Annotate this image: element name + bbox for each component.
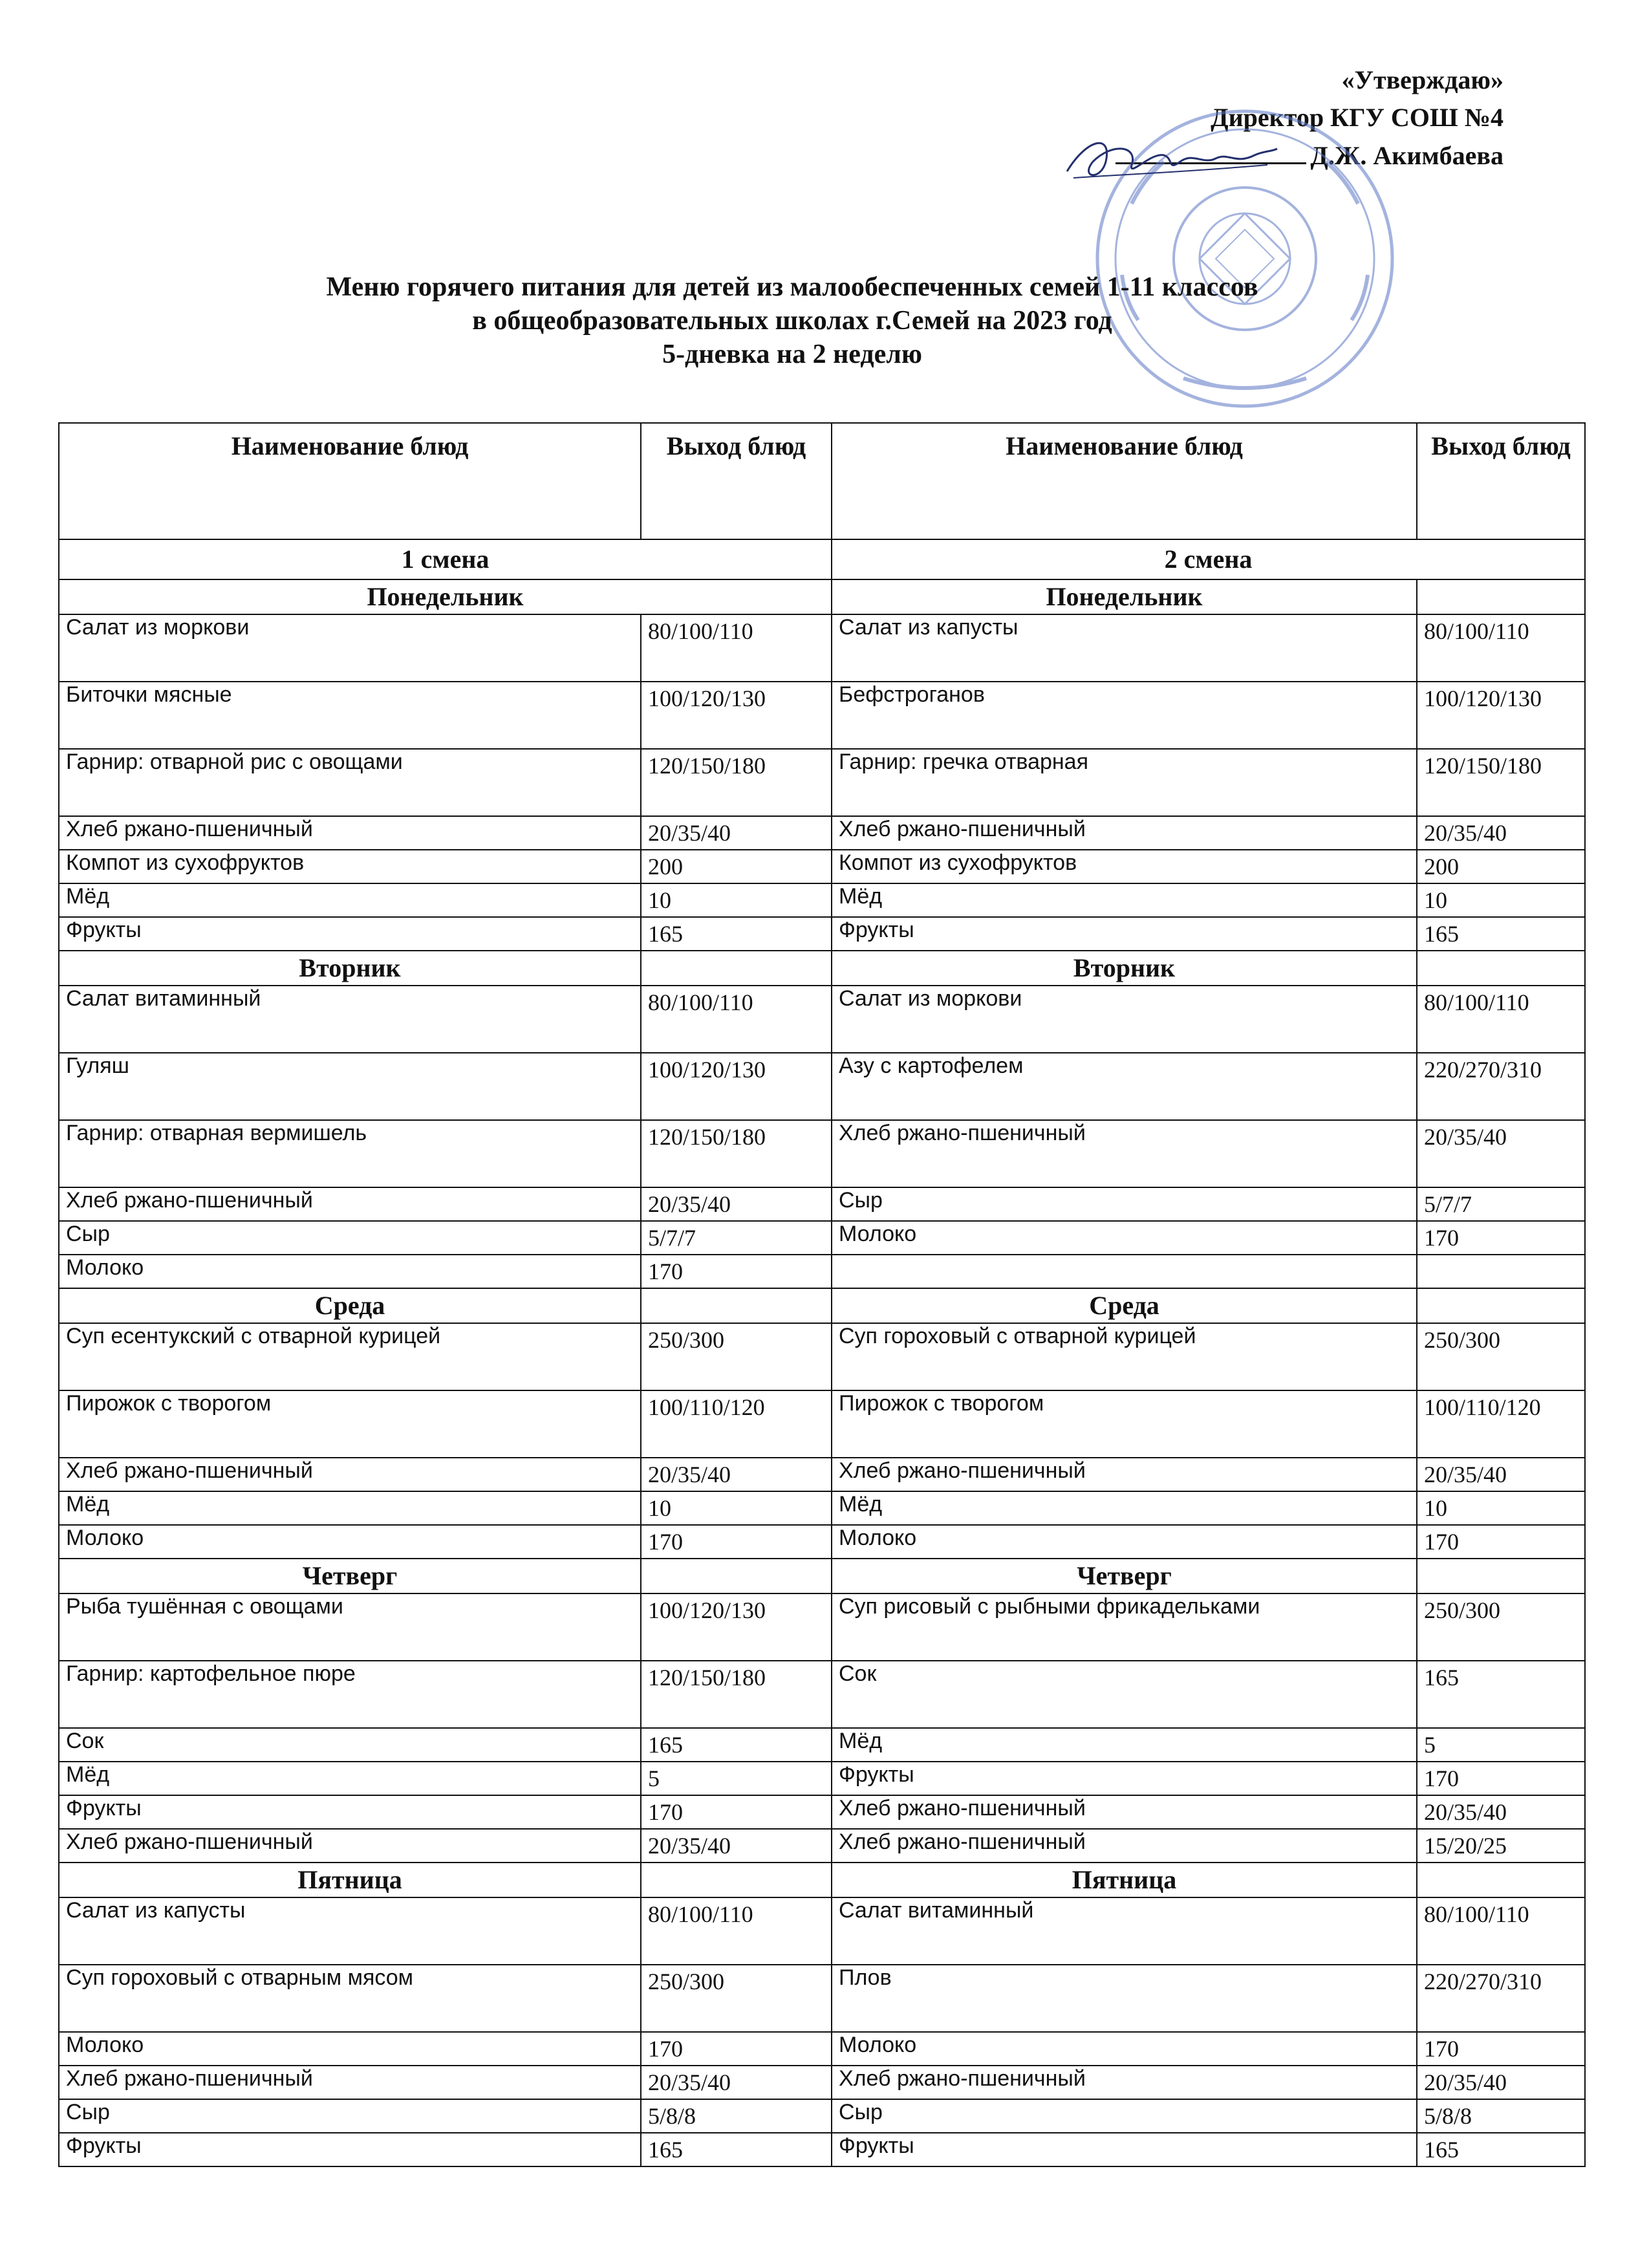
dish-portion-shift-1: 120/150/180 — [641, 749, 832, 816]
dish-portion-shift-2: 165 — [1417, 917, 1585, 951]
dish-name-shift-2: Суп рисовый с рыбными фрикадельками — [832, 1593, 1417, 1661]
dish-name-shift-2: Молоко — [832, 2032, 1417, 2066]
dish-name-shift-2: Хлеб ржано-пшеничный — [832, 1458, 1417, 1491]
dish-portion-shift-2: 5/8/8 — [1417, 2099, 1585, 2133]
dish-portion-shift-1: 5/8/8 — [641, 2099, 832, 2133]
table-row — [59, 1120, 1585, 1187]
dish-name-shift-2: Салат витаминный — [832, 1897, 1417, 1965]
dish-portion-shift-1: 80/100/110 — [641, 1897, 832, 1965]
dish-name-shift-1: Фрукты — [59, 917, 641, 951]
dish-portion-shift-1: 170 — [641, 1525, 832, 1559]
approval-block — [1116, 61, 1503, 175]
shift-1-label: 1 смена — [59, 539, 832, 579]
approval-signer-name: Д.Ж. Акимбаева — [1310, 141, 1503, 170]
empty-cell — [641, 1863, 832, 1897]
day-label-shift-2: Четверг — [832, 1559, 1417, 1593]
table-row — [59, 1390, 1585, 1458]
empty-cell — [1417, 951, 1585, 986]
table-row — [59, 2133, 1585, 2166]
table-row — [59, 614, 1585, 682]
day-label-shift-2: Среда — [832, 1288, 1417, 1323]
dish-name-shift-2: Фрукты — [832, 2133, 1417, 2166]
dish-portion-shift-2: 5/7/7 — [1417, 1187, 1585, 1221]
dish-portion-shift-1: 5 — [641, 1762, 832, 1795]
dish-name-shift-1: Гарнир: картофельное пюре — [59, 1661, 641, 1728]
dish-portion-shift-1: 10 — [641, 883, 832, 917]
day-label-shift-2: Понедельник — [832, 579, 1417, 614]
day-label-shift-1: Среда — [59, 1288, 641, 1323]
dish-name-shift-1: Хлеб ржано-пшеничный — [59, 2066, 641, 2099]
dish-name-shift-2: Фрукты — [832, 1762, 1417, 1795]
dish-name-shift-1: Фрукты — [59, 1795, 641, 1829]
table-row — [59, 850, 1585, 883]
dish-portion-shift-1: 20/35/40 — [641, 2066, 832, 2099]
dish-name-shift-2: Пирожок с творогом — [832, 1390, 1417, 1458]
table-row — [59, 1053, 1585, 1120]
dish-name-shift-1: Салат из капусты — [59, 1897, 641, 1965]
dish-name-shift-1: Гуляш — [59, 1053, 641, 1120]
dish-name-shift-1: Хлеб ржано-пшеничный — [59, 1187, 641, 1221]
table-row — [59, 1728, 1585, 1762]
dish-portion-shift-1: 80/100/110 — [641, 986, 832, 1053]
dish-portion-shift-2 — [1417, 1255, 1585, 1288]
dish-portion-shift-2: 220/270/310 — [1417, 1965, 1585, 2032]
dish-name-shift-2: Бефстроганов — [832, 682, 1417, 749]
dish-portion-shift-1: 20/35/40 — [641, 1458, 832, 1491]
dish-portion-shift-2: 170 — [1417, 1525, 1585, 1559]
dish-portion-shift-1: 20/35/40 — [641, 1829, 832, 1863]
dish-portion-shift-2: 200 — [1417, 850, 1585, 883]
table-row — [59, 986, 1585, 1053]
dish-name-shift-1: Мёд — [59, 883, 641, 917]
table-row — [59, 816, 1585, 850]
dish-name-shift-2: Мёд — [832, 1491, 1417, 1525]
dish-portion-shift-2: 120/150/180 — [1417, 749, 1585, 816]
dish-name-shift-2: Фрукты — [832, 917, 1417, 951]
dish-portion-shift-1: 250/300 — [641, 1323, 832, 1390]
empty-cell — [641, 1288, 832, 1323]
dish-portion-shift-2: 20/35/40 — [1417, 1795, 1585, 1829]
dish-name-shift-1: Сок — [59, 1728, 641, 1762]
empty-cell — [1417, 1863, 1585, 1897]
dish-name-shift-2: Сыр — [832, 1187, 1417, 1221]
dish-portion-shift-2: 220/270/310 — [1417, 1053, 1585, 1120]
day-label-shift-1: Вторник — [59, 951, 641, 986]
empty-cell — [1417, 579, 1585, 614]
dish-portion-shift-2: 10 — [1417, 1491, 1585, 1525]
dish-portion-shift-2: 100/110/120 — [1417, 1390, 1585, 1458]
dish-portion-shift-2: 80/100/110 — [1417, 986, 1585, 1053]
shift-2-label: 2 смена — [832, 539, 1585, 579]
dish-portion-shift-1: 100/120/130 — [641, 1053, 832, 1120]
table-row — [59, 1255, 1585, 1288]
dish-name-shift-2: Хлеб ржано-пшеничный — [832, 816, 1417, 850]
dish-name-shift-1: Пирожок с творогом — [59, 1390, 641, 1458]
signature-line — [1116, 136, 1306, 164]
menu-table — [58, 422, 1586, 2167]
approval-title: «Утверждаю» — [1341, 65, 1503, 94]
empty-cell — [1417, 1288, 1585, 1323]
dish-portion-shift-2: 250/300 — [1417, 1323, 1585, 1390]
dish-name-shift-2: Молоко — [832, 1221, 1417, 1255]
dish-name-shift-1: Салат из моркови — [59, 614, 641, 682]
dish-portion-shift-2: 80/100/110 — [1417, 614, 1585, 682]
title-line-3: 5-дневка на 2 неделю — [662, 340, 922, 369]
dish-name-shift-1: Хлеб ржано-пшеничный — [59, 1829, 641, 1863]
dish-portion-shift-1: 250/300 — [641, 1965, 832, 2032]
dish-portion-shift-2: 170 — [1417, 2032, 1585, 2066]
table-row — [59, 1491, 1585, 1525]
dish-portion-shift-1: 165 — [641, 2133, 832, 2166]
dish-portion-shift-2: 80/100/110 — [1417, 1897, 1585, 1965]
dish-name-shift-2: Мёд — [832, 1728, 1417, 1762]
table-row — [59, 1965, 1585, 2032]
dish-portion-shift-1: 120/150/180 — [641, 1661, 832, 1728]
dish-portion-shift-1: 170 — [641, 2032, 832, 2066]
dish-name-shift-2: Салат из моркови — [832, 986, 1417, 1053]
dish-portion-shift-2: 170 — [1417, 1221, 1585, 1255]
table-row — [59, 1187, 1585, 1221]
dish-name-shift-1: Биточки мясные — [59, 682, 641, 749]
dish-portion-shift-1: 10 — [641, 1491, 832, 1525]
table-row — [59, 2066, 1585, 2099]
dish-name-shift-2: Хлеб ржано-пшеничный — [832, 1120, 1417, 1187]
dish-name-shift-1: Компот из сухофруктов — [59, 850, 641, 883]
dish-name-shift-2: Сыр — [832, 2099, 1417, 2133]
dish-name-shift-2: Салат из капусты — [832, 614, 1417, 682]
empty-cell — [641, 1559, 832, 1593]
table-row — [59, 1897, 1585, 1965]
dish-name-shift-1: Сыр — [59, 2099, 641, 2133]
dish-name-shift-1: Суп гороховый с отварным мясом — [59, 1965, 641, 2032]
dish-portion-shift-1: 170 — [641, 1255, 832, 1288]
table-row — [59, 1221, 1585, 1255]
dish-name-shift-2: Мёд — [832, 883, 1417, 917]
table-row — [59, 1762, 1585, 1795]
dish-name-shift-2: Хлеб ржано-пшеничный — [832, 1829, 1417, 1863]
dish-portion-shift-1: 165 — [641, 1728, 832, 1762]
table-row — [59, 917, 1585, 951]
dish-portion-shift-2: 5 — [1417, 1728, 1585, 1762]
day-header-row — [59, 951, 1585, 986]
day-label-shift-2: Пятница — [832, 1863, 1417, 1897]
day-header-row — [59, 579, 1585, 614]
approval-position: Директор КГУ СОШ №4 — [1211, 103, 1503, 132]
dish-name-shift-2: Компот из сухофруктов — [832, 850, 1417, 883]
dish-name-shift-1: Молоко — [59, 2032, 641, 2066]
shift-row — [59, 539, 1585, 579]
dish-portion-shift-1: 100/110/120 — [641, 1390, 832, 1458]
dish-name-shift-1: Фрукты — [59, 2133, 641, 2166]
table-row — [59, 1829, 1585, 1863]
dish-portion-shift-1: 20/35/40 — [641, 816, 832, 850]
dish-portion-shift-1: 20/35/40 — [641, 1187, 832, 1221]
approval-signer — [1116, 136, 1503, 175]
table-row — [59, 1795, 1585, 1829]
dish-name-shift-2: Азу с картофелем — [832, 1053, 1417, 1120]
dish-name-shift-1: Гарнир: отварная вермишель — [59, 1120, 641, 1187]
table-row — [59, 1525, 1585, 1559]
dish-name-shift-1: Мёд — [59, 1762, 641, 1795]
day-label-shift-2: Вторник — [832, 951, 1417, 986]
dish-portion-shift-2: 20/35/40 — [1417, 1120, 1585, 1187]
header-dish-name-2: Наименование блюд — [832, 423, 1417, 539]
table-row — [59, 1458, 1585, 1491]
dish-name-shift-1: Гарнир: отварной рис с овощами — [59, 749, 641, 816]
table-row — [59, 1593, 1585, 1661]
table-row — [59, 2032, 1585, 2066]
dish-portion-shift-1: 170 — [641, 1795, 832, 1829]
dish-portion-shift-1: 165 — [641, 917, 832, 951]
dish-portion-shift-1: 100/120/130 — [641, 682, 832, 749]
table-row — [59, 883, 1585, 917]
dish-portion-shift-2: 100/120/130 — [1417, 682, 1585, 749]
day-header-row — [59, 1288, 1585, 1323]
table-row — [59, 1323, 1585, 1390]
header-dish-name-1: Наименование блюд — [59, 423, 641, 539]
dish-portion-shift-1: 100/120/130 — [641, 1593, 832, 1661]
dish-portion-shift-1: 80/100/110 — [641, 614, 832, 682]
table-row — [59, 2099, 1585, 2133]
dish-portion-shift-2: 20/35/40 — [1417, 1458, 1585, 1491]
dish-portion-shift-2: 165 — [1417, 2133, 1585, 2166]
dish-name-shift-1: Суп есентукский с отварной курицей — [59, 1323, 641, 1390]
dish-name-shift-2: Сок — [832, 1661, 1417, 1728]
table-row — [59, 749, 1585, 816]
dish-name-shift-1: Хлеб ржано-пшеничный — [59, 1458, 641, 1491]
dish-name-shift-1: Рыба тушённая с овощами — [59, 1593, 641, 1661]
dish-name-shift-1: Мёд — [59, 1491, 641, 1525]
dish-portion-shift-2: 165 — [1417, 1661, 1585, 1728]
dish-name-shift-1: Молоко — [59, 1255, 641, 1288]
day-header-row — [59, 1559, 1585, 1593]
title-line-2: в общеобразовательных школах г.Семей на 2023 год — [472, 306, 1112, 336]
dish-portion-shift-2: 20/35/40 — [1417, 816, 1585, 850]
table-row — [59, 682, 1585, 749]
dish-portion-shift-1: 200 — [641, 850, 832, 883]
dish-portion-shift-2: 10 — [1417, 883, 1585, 917]
empty-cell — [1417, 1559, 1585, 1593]
document-title — [0, 270, 1584, 371]
day-header-row — [59, 1863, 1585, 1897]
dish-name-shift-2: Плов — [832, 1965, 1417, 2032]
dish-portion-shift-2: 170 — [1417, 1762, 1585, 1795]
table-row — [59, 1661, 1585, 1728]
dish-name-shift-2: Суп гороховый с отварной курицей — [832, 1323, 1417, 1390]
dish-portion-shift-2: 250/300 — [1417, 1593, 1585, 1661]
dish-name-shift-1: Сыр — [59, 1221, 641, 1255]
table-header-row — [59, 423, 1585, 539]
header-portion-1: Выход блюд — [641, 423, 832, 539]
title-line-1: Меню горячего питания для детей из малообеспеченных семей 1-11 классов — [326, 272, 1258, 302]
dish-portion-shift-2: 20/35/40 — [1417, 2066, 1585, 2099]
dish-portion-shift-1: 5/7/7 — [641, 1221, 832, 1255]
day-label-shift-1: Понедельник — [59, 579, 832, 614]
dish-name-shift-1: Салат витаминный — [59, 986, 641, 1053]
day-label-shift-1: Пятница — [59, 1863, 641, 1897]
day-label-shift-1: Четверг — [59, 1559, 641, 1593]
dish-name-shift-1: Хлеб ржано-пшеничный — [59, 816, 641, 850]
dish-name-shift-2: Молоко — [832, 1525, 1417, 1559]
dish-portion-shift-1: 120/150/180 — [641, 1120, 832, 1187]
dish-name-shift-2: Хлеб ржано-пшеничный — [832, 2066, 1417, 2099]
dish-name-shift-2: Хлеб ржано-пшеничный — [832, 1795, 1417, 1829]
dish-name-shift-1: Молоко — [59, 1525, 641, 1559]
dish-name-shift-2 — [832, 1255, 1417, 1288]
empty-cell — [641, 951, 832, 986]
header-portion-2: Выход блюд — [1417, 423, 1585, 539]
dish-portion-shift-2: 15/20/25 — [1417, 1829, 1585, 1863]
dish-name-shift-2: Гарнир: гречка отварная — [832, 749, 1417, 816]
